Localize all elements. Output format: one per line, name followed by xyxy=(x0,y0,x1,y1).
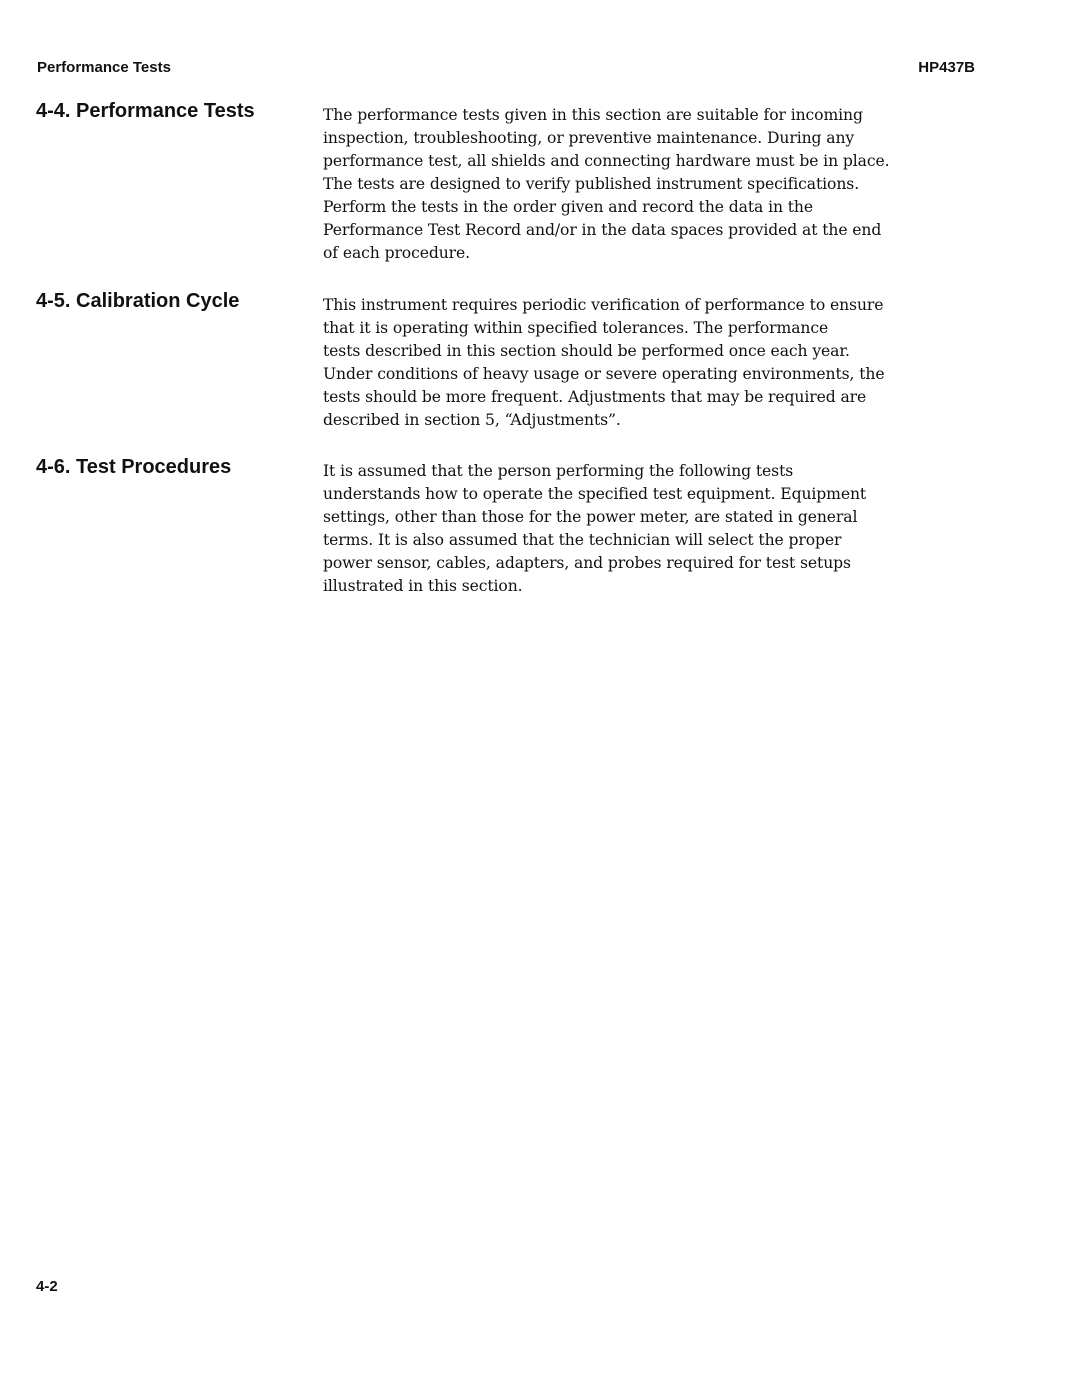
running-header-model: HP437B xyxy=(918,59,975,76)
text-line: described in section 5, “Adjustments”. xyxy=(323,411,621,429)
section-heading: 4-4. Performance Tests xyxy=(36,100,255,122)
text-line: power sensor, cables, adapters, and probes required for test setups xyxy=(323,554,851,572)
text-line: understands how to operate the specified test equipment. Equipment xyxy=(323,485,867,503)
text-line: It is assumed that the person performing the following tests xyxy=(323,462,794,480)
section-heading: 4-6. Test Procedures xyxy=(36,456,232,478)
text-line: illustrated in this section. xyxy=(323,577,523,595)
section-paragraph xyxy=(323,460,866,598)
section-paragraph xyxy=(323,104,889,265)
running-header-section: Performance Tests xyxy=(37,59,171,76)
text-line: This instrument requires periodic verification of performance to ensure xyxy=(323,296,884,314)
text-line: settings, other than those for the power meter, are stated in general xyxy=(323,508,858,526)
text-line: Perform the tests in the order given and record the data in the xyxy=(323,198,813,216)
text-line: performance test, all shields and connecting hardware must be in place. xyxy=(323,152,890,170)
text-line: inspection, troubleshooting, or preventive maintenance. During any xyxy=(323,129,855,147)
text-line: of each procedure. xyxy=(323,244,471,262)
text-line: tests described in this section should be performed once each year. xyxy=(323,342,850,360)
text-line: terms. It is also assumed that the technician will select the proper xyxy=(323,531,842,549)
section-paragraph xyxy=(323,294,884,432)
text-line: The performance tests given in this section are suitable for incoming xyxy=(323,106,863,124)
text-line: The tests are designed to verify published instrument specifications. xyxy=(323,175,860,193)
page-number: 4-2 xyxy=(36,1278,58,1295)
text-line: Under conditions of heavy usage or severe operating environments, the xyxy=(323,365,885,383)
text-line: tests should be more frequent. Adjustments that may be required are xyxy=(323,388,867,406)
text-line: Performance Test Record and/or in the data spaces provided at the end xyxy=(323,221,882,239)
section-heading: 4-5. Calibration Cycle xyxy=(36,290,240,312)
text-line: that it is operating within specified tolerances. The performance xyxy=(323,319,829,337)
